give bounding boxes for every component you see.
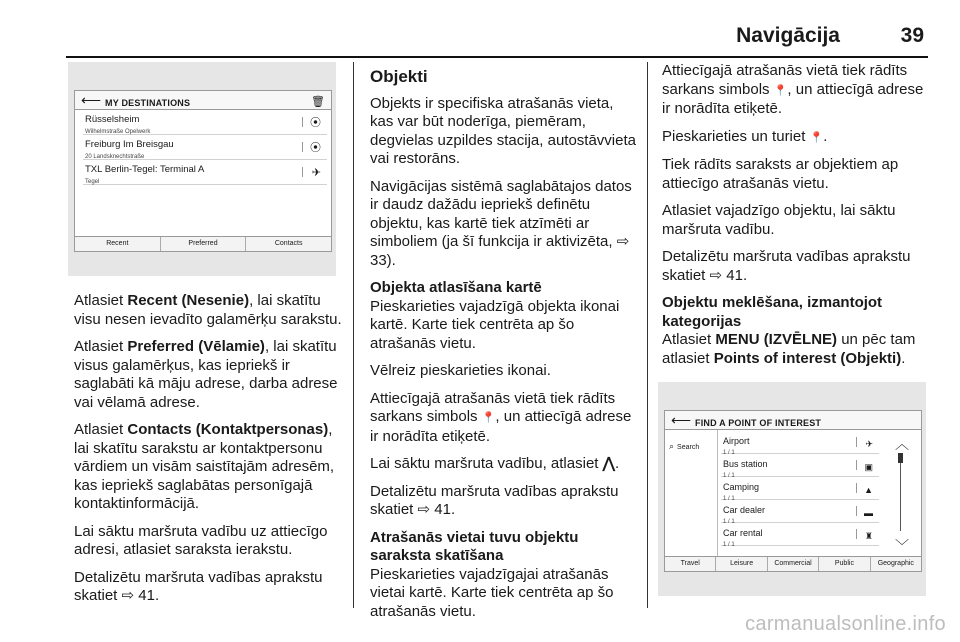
search-icon: ⌕ [669, 441, 675, 451]
reference-arrow-icon: ⇨ [616, 233, 630, 250]
column-divider-2 [647, 62, 648, 608]
category-count: 1 / 1 [723, 542, 735, 548]
paragraph-touch-again: Vēlreiz pieskarieties ikonai. [370, 362, 551, 379]
row-separator [856, 506, 857, 516]
page-reference-link[interactable]: 41. [138, 587, 160, 604]
destination-address: Wilhelmstraße Opelwerk [85, 129, 151, 135]
poi-category-row[interactable] [721, 477, 879, 500]
scrollbar-thumb[interactable] [898, 453, 903, 463]
reference-arrow-icon: ⇨ [709, 266, 723, 284]
category-count: 1 / 1 [723, 519, 735, 525]
subheading-select-on-map: Objekta atlasīšana kartē [370, 279, 542, 296]
tab-public[interactable]: Public [819, 557, 870, 571]
paragraph-touch-location: Pieskarieties vajadzīgajai atrašanās vietai kartē. Karte tiek centrēta ap šo atrašanās vietu. [370, 565, 614, 620]
map-pin-icon: 📍 [773, 84, 788, 97]
page-reference-link[interactable]: 41. [726, 266, 748, 284]
paragraph-objects-intro: Objekts ir specifiska atrašanās vieta, kas var būt noderīga, piemēram, degvielas uzpildes stacija, autostāvvieta vai restorāns. [370, 94, 636, 167]
car-icon: ▬ [864, 508, 873, 518]
paragraph-select-object: Atlasiet vajadzīgo objektu, lai sāktu maršruta vadību. [662, 202, 896, 238]
category-count: 1 / 1 [723, 496, 735, 502]
scroll-up-icon[interactable]: ︿ [895, 436, 909, 452]
map-pin-icon: 📍 [809, 131, 824, 144]
paragraph-recent: Atlasiet Recent (Nesenie), lai skatītu visu nesen ievadīto galamērķu sarakstu. [74, 292, 342, 328]
page-reference-link[interactable]: 33). [370, 251, 396, 269]
category-name: Car rental [723, 528, 763, 538]
destination-name: TXL Berlin-Tegel: Terminal A [85, 164, 205, 175]
paragraph-contacts: Atlasiet Contacts (Kontaktpersonas), lai skatītu sarakstu ar kontaktpersonu vārdiem un visām saistītajām adresēm, kas iepriekš saglabātas personīgajā kontaktinformācijā. [74, 421, 335, 512]
poi-tabbar [665, 556, 921, 571]
poi-category-row[interactable] [721, 454, 879, 477]
screen-topbar [75, 91, 331, 110]
screen-title: MY DESTINATIONS [105, 98, 191, 108]
row-separator [302, 117, 303, 127]
row-separator [856, 483, 857, 493]
poi-category-row[interactable] [721, 431, 879, 454]
paragraph-details-ref: Detalizētu maršruta vadības aprakstu skatiet ⇨ 41. [662, 248, 911, 284]
row-separator [856, 460, 857, 470]
car-rental-icon: ♜ [864, 531, 873, 541]
page-title: Navigācija [736, 24, 840, 47]
section-title-objects: Objekti [370, 67, 428, 86]
paragraph-touch-hold: Pieskarieties un turiet 📍. [662, 127, 828, 145]
back-arrow-icon[interactable]: ⟵ [81, 92, 102, 108]
airplane-icon: ✈ [865, 439, 873, 449]
category-name: Bus station [723, 459, 768, 469]
poi-screen [664, 410, 922, 572]
destination-row[interactable] [83, 110, 327, 135]
paragraph-red-symbol: Attiecīgajā atrašanās vietā tiek rādīts sarkans simbols 📍, un attiecīgā adrese ir norādīta etiķetē. [662, 62, 924, 117]
pin-icon: ⦿ [310, 117, 321, 129]
tent-icon: ▲ [864, 485, 873, 495]
page-reference-link[interactable]: 41. [434, 501, 456, 518]
paragraph-details-ref: Detalizētu maršruta vadības aprakstu skatiet ⇨ 41. [74, 568, 323, 604]
destination-name: Freiburg Im Breisgau [85, 139, 174, 150]
column-1 [74, 62, 342, 615]
screen-topbar [665, 411, 921, 430]
map-pin-icon: 📍 [481, 412, 496, 424]
scroll-down-icon[interactable]: ﹀ [895, 537, 909, 554]
column-divider-1 [353, 62, 354, 608]
paragraph-red-symbol: Attiecīgajā atrašanās vietā tiek rādīts sarkans simbols 📍, un attiecīgā adrese ir norādīta etiķetē. [370, 389, 632, 445]
tab-leisure[interactable]: Leisure [716, 557, 767, 571]
category-count: 1 / 1 [723, 450, 735, 456]
tab-recent[interactable]: Recent [75, 237, 161, 251]
column-3 [662, 62, 930, 596]
back-arrow-icon[interactable]: ⟵ [671, 412, 692, 428]
screen-title: FIND A POINT OF INTEREST [695, 418, 822, 428]
row-separator [302, 167, 303, 177]
tab-preferred[interactable]: Preferred [161, 237, 247, 251]
paragraph-details-ref: Detalizētu maršruta vadības aprakstu skatiet ⇨ 41. [370, 482, 619, 518]
page-number: 39 [900, 24, 924, 47]
destinations-tabbar [75, 236, 331, 251]
trash-icon[interactable]: 🗑 [311, 96, 325, 108]
paragraph-menu-poi: Atlasiet MENU (IZVĒLNE) un pēc tam atlasiet Points of interest (Objekti). [662, 331, 916, 367]
destination-name: Rüsselsheim [85, 114, 140, 125]
destination-row[interactable] [83, 160, 327, 185]
paragraph-preferred: Atlasiet Preferred (Vēlamie), lai skatītu visus galamērķus, kas iepriekš ir saglabāti kā māju adrese, darba adrese vai vēlamā adrese. [74, 338, 338, 411]
bus-icon: ▣ [864, 462, 873, 472]
header-rule [66, 56, 928, 58]
search-label: Search [677, 444, 700, 451]
row-separator [302, 142, 303, 152]
poi-screenshot [658, 382, 926, 596]
pin-icon: ⦿ [310, 142, 321, 154]
reference-arrow-icon: ⇨ [121, 587, 135, 604]
paragraph-start-guidance: Lai sāktu maršruta vadību uz attiecīgo adresi, atlasiet saraksta ierakstu. [74, 522, 328, 558]
row-separator [856, 437, 857, 447]
reference-arrow-icon: ⇨ [417, 501, 431, 518]
destination-row[interactable] [83, 135, 327, 160]
category-name: Car dealer [723, 505, 766, 515]
tab-contacts[interactable]: Contacts [274, 240, 303, 247]
paragraph-touch-icon: Pieskarieties vajadzīgā objekta ikonai kartē. Karte tiek centrēta ap šo atrašanās vietu. [370, 297, 620, 352]
destination-address: Tegel [85, 179, 100, 185]
paragraph-objects-symbols: Navigācijas sistēmā saglabātajos datos ir daudz dažādu iepriekš definētu objektu, kas kartē tiek atzīmēti ar simboliem (ja šī funkcija ir aktivizēta, ⇨ 33). [370, 177, 632, 269]
category-name: Airport [723, 436, 750, 446]
sidebar-divider [717, 430, 718, 557]
subheading-nearby-list: Atrašanās vietai tuvu objektu saraksta skatīšana [370, 528, 579, 564]
column-2 [370, 62, 638, 630]
start-navigation-icon: ⋀ [602, 455, 615, 472]
category-name: Camping [723, 482, 760, 492]
row-separator [856, 529, 857, 539]
poi-category-row[interactable] [721, 523, 879, 546]
paragraph-list-shown: Tiek rādīts saraksts ar objektiem ap attiecīgo atrašanās vietu. [662, 156, 899, 192]
subheading-search-categories: Objektu meklēšana, izmantojot kategorijas [662, 294, 883, 330]
tab-geographic[interactable]: Geographic [877, 560, 914, 567]
scrollbar-track[interactable] [900, 453, 901, 531]
destinations-screen [74, 90, 332, 252]
page-header [66, 18, 928, 58]
watermark: carmanualsonline.info [745, 613, 946, 635]
destination-address: 20 Landsknechtstraße [85, 154, 145, 160]
tab-travel[interactable]: Travel [665, 557, 716, 571]
poi-category-row[interactable] [721, 500, 879, 523]
destinations-screenshot [68, 62, 336, 276]
airplane-icon: ✈ [311, 167, 321, 179]
category-count: 1 / 1 [723, 473, 735, 479]
search-button[interactable] [669, 437, 699, 458]
tab-commercial[interactable]: Commercial [768, 557, 819, 571]
paragraph-start-navigation: Lai sāktu maršruta vadību, atlasiet ⋀. [370, 455, 620, 472]
